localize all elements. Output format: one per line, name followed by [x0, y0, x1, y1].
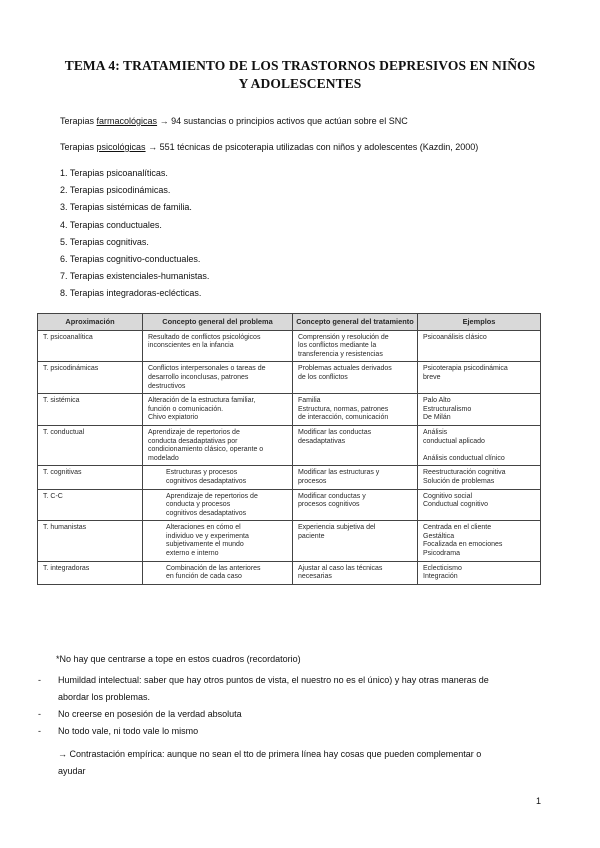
cell-line: T. C-C — [43, 492, 63, 500]
cell-line: Estructuralismo — [423, 405, 472, 413]
cell-line: Conductual cognitivo — [423, 501, 488, 509]
header-approach: Aproximación — [38, 314, 143, 331]
cell-line: los conflictos mediante la — [298, 342, 377, 350]
cell-line: conductual aplicado — [423, 437, 485, 445]
table-row — [38, 489, 541, 521]
cell-approach — [38, 394, 143, 426]
cell-line: transferencia y resistencias — [298, 350, 383, 358]
cell-examples — [418, 362, 541, 394]
title-line-2: Y ADOLESCENTES — [238, 76, 362, 91]
list-item: 4. Terapias conductuales. — [60, 219, 162, 230]
cell-line: Modificar conductas y — [298, 492, 366, 500]
cell-line: individuo ve y experimenta — [166, 532, 249, 540]
intro-pharmacological — [60, 115, 408, 127]
cell-line: Análisis conductual clínico — [423, 454, 505, 462]
cell-treatment — [293, 561, 418, 584]
cell-examples — [418, 330, 541, 362]
cell-line: Aprendizaje de repertorios de — [148, 428, 240, 436]
cell-line: Psicodrama — [423, 550, 460, 558]
intro-link-pharmacological: farmacológicas — [96, 116, 158, 126]
intro-text: → 551 técnicas de psicoterapia utilizadas con niños y adolescentes (Kazdin, 2000) — [145, 142, 479, 152]
bullet-dash: - — [38, 709, 41, 719]
table-row — [38, 561, 541, 584]
cell-line: necesarias — [298, 573, 332, 581]
cell-line: Experiencia subjetiva del — [298, 524, 376, 532]
cell-line: modelado — [148, 454, 179, 462]
cell-treatment — [293, 466, 418, 489]
bullet-dash: - — [38, 675, 41, 685]
cell-line: subjetivamente el mundo — [166, 541, 244, 549]
cell-line: Resultado de conflictos psicológicos — [148, 333, 261, 341]
cell-line: paciente — [298, 532, 325, 540]
table-header-row — [38, 314, 541, 331]
header-problem: Concepto general del problema — [143, 314, 293, 331]
bullet-line: abordar los problemas. — [58, 692, 151, 702]
list-item: 2. Terapias psicodinámicas. — [60, 185, 171, 196]
cell-line: Eclecticismo — [423, 564, 462, 572]
cell-problem — [143, 425, 293, 465]
intro-text: → 94 sustancias o principios activos que actúan sobre el SNC — [157, 116, 408, 126]
cell-line: Cognitivo social — [423, 492, 473, 500]
cell-examples — [418, 521, 541, 561]
list-item: 5. Terapias cognitivas. — [60, 236, 149, 247]
cell-line: Centrada en el cliente — [423, 524, 492, 532]
list-item: 3. Terapias sistémicas de familia. — [60, 202, 192, 213]
cell-line: cognitivos desadaptativos — [166, 509, 247, 517]
cell-approach — [38, 330, 143, 362]
cell-line: Análisis — [423, 428, 448, 436]
cell-line: Estructuras y procesos — [166, 469, 238, 477]
cell-line — [423, 446, 536, 455]
cell-line: procesos — [298, 477, 327, 485]
cell-line: Ajustar al caso las técnicas — [298, 564, 383, 572]
header-treatment: Concepto general del tratamiento — [293, 314, 418, 331]
page-number: 1 — [536, 796, 542, 806]
cell-line: T. humanistas — [43, 524, 87, 532]
table-body — [38, 330, 541, 584]
cell-line: externo e interno — [166, 550, 219, 558]
cell-line: Estructura, normas, patrones — [298, 405, 389, 413]
cell-line: Modificar las estructuras y — [298, 469, 380, 477]
list-item: 7. Terapias existenciales-humanistas. — [60, 271, 210, 282]
cell-line: Focalizada en emociones — [423, 541, 503, 549]
cell-problem — [143, 362, 293, 394]
cell-examples — [418, 561, 541, 584]
cell-problem — [143, 521, 293, 561]
cell-problem — [143, 394, 293, 426]
cell-line: T. conductual — [43, 428, 85, 436]
table-row — [38, 425, 541, 465]
table-row — [38, 362, 541, 394]
cell-examples — [418, 425, 541, 465]
cell-problem — [143, 489, 293, 521]
cell-problem — [143, 466, 293, 489]
cell-line: Solución de problemas — [423, 477, 495, 485]
bullet-dash: - — [38, 726, 41, 736]
cell-treatment — [293, 521, 418, 561]
cell-line: Integración — [423, 573, 458, 581]
title-line-1: TEMA 4: TRATAMIENTO DE LOS TRASTORNOS DEPRESIVOS EN NIÑOS — [64, 58, 536, 73]
intro-prefix: Terapias — [60, 142, 97, 152]
table-row — [38, 330, 541, 362]
cell-treatment — [293, 362, 418, 394]
cell-problem — [143, 330, 293, 362]
list-item: 6. Terapias cognitivo-conductuales. — [60, 253, 201, 264]
cell-line: Conflictos interpersonales o tareas de — [148, 365, 266, 373]
cell-line: T. psicodinámicas — [43, 365, 99, 373]
contrast-line: ayudar — [58, 766, 86, 776]
note-reminder: *No hay que centrarse a tope en estos cuadros (recordatorio) — [56, 654, 301, 664]
bullet-line: No creerse en posesión de la verdad absoluta — [58, 709, 242, 719]
cell-line: T. integradoras — [43, 564, 90, 572]
table-row — [38, 521, 541, 561]
header-examples: Ejemplos — [418, 314, 541, 331]
cell-line: de interacción, comunicación — [298, 414, 389, 422]
table-row — [38, 394, 541, 426]
cell-line: T. cognitivas — [43, 469, 82, 477]
intro-link-psychological: psicológicas — [96, 142, 146, 152]
cell-line: Problemas actuales derivados — [298, 365, 392, 373]
list-item: 8. Terapias integradoras-eclécticas. — [60, 288, 202, 299]
cell-line: cognitivos desadaptativos — [166, 477, 247, 485]
cell-line: breve — [423, 373, 441, 381]
cell-line: Familia — [298, 397, 321, 405]
cell-approach — [38, 521, 143, 561]
cell-approach — [38, 561, 143, 584]
cell-line: Palo Alto — [423, 397, 451, 405]
cell-line: Chivo expiatorio — [148, 414, 199, 422]
cell-problem — [143, 561, 293, 584]
cell-line: Psicoanálisis clásico — [423, 333, 487, 341]
cell-line: Alteraciones en cómo el — [166, 524, 241, 532]
cell-treatment — [293, 394, 418, 426]
cell-line: desadaptativas — [298, 437, 346, 445]
cell-line: función o comunicación. — [148, 405, 224, 413]
cell-line: Aprendizaje de repertorios de — [166, 492, 258, 500]
list-item: 1. Terapias psicoanalíticas. — [60, 168, 168, 178]
intro-psychological — [60, 141, 478, 153]
cell-line: conducta y procesos — [166, 501, 231, 509]
bullet-line: Humildad intelectual: saber que hay otros puntos de vista, el nuestro no es el único) y hay otras maneras de — [58, 675, 489, 685]
cell-approach — [38, 425, 143, 465]
cell-examples — [418, 489, 541, 521]
cell-line: Modificar las conductas — [298, 428, 372, 436]
cell-line: Gestáltica — [423, 532, 455, 540]
cell-examples — [418, 466, 541, 489]
cell-line: conducta desadaptativas por — [148, 437, 238, 445]
bullet-line: No todo vale, ni todo vale lo mismo — [58, 726, 199, 736]
table-row — [38, 466, 541, 489]
page-title — [50, 57, 550, 93]
cell-line: Reestructuración cognitiva — [423, 469, 506, 477]
contrast-line: → Contrastación empírica: aunque no sean el tto de primera línea hay cosas que pueden complementar o — [58, 749, 482, 759]
cell-line: de los conflictos — [298, 373, 348, 381]
contrast-note — [58, 746, 548, 780]
cell-approach — [38, 489, 143, 521]
cell-line: procesos cognitivos — [298, 501, 360, 509]
intro-prefix: Terapias — [60, 116, 97, 126]
cell-treatment — [293, 489, 418, 521]
cell-line: De Milán — [423, 414, 451, 422]
cell-line: desarrollo inconclusas, patrones — [148, 373, 249, 381]
cell-line: Alteración de la estructura familiar, — [148, 397, 256, 405]
cell-examples — [418, 394, 541, 426]
cell-line: condicionamiento clásico, operante o — [148, 446, 264, 454]
therapy-list — [60, 167, 209, 305]
cell-line: Psicoterapia psicodinámica — [423, 365, 508, 373]
cell-approach — [38, 362, 143, 394]
cell-approach — [38, 466, 143, 489]
cell-line: inconscientes en la infancia — [148, 342, 234, 350]
cell-line: Combinación de las anteriores — [166, 564, 261, 572]
cell-line: destructivos — [148, 382, 186, 390]
cell-line: en función de cada caso — [166, 573, 242, 581]
cell-line: Comprensión y resolución de — [298, 333, 389, 341]
cell-line: T. sistémica — [43, 397, 80, 405]
approaches-table — [37, 313, 541, 585]
cell-line: T. psicoanalítica — [43, 333, 93, 341]
cell-treatment — [293, 425, 418, 465]
cell-treatment — [293, 330, 418, 362]
